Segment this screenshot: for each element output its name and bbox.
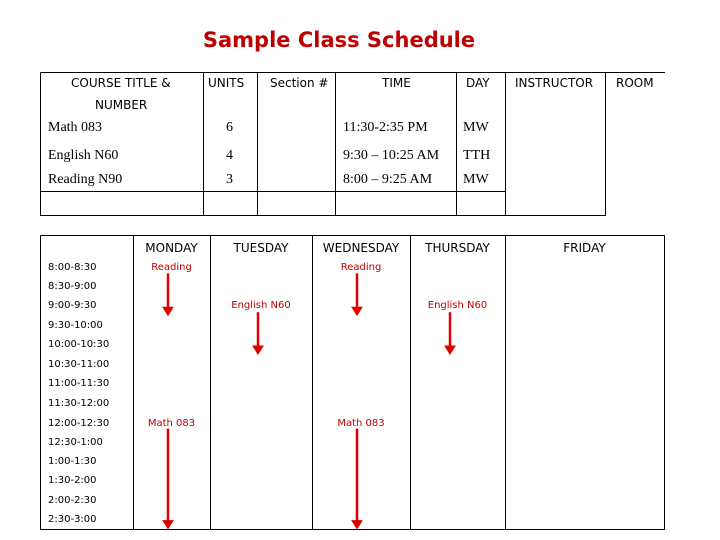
course-row-3-day: MW: [463, 172, 489, 187]
header-course-number: NUMBER: [95, 98, 148, 112]
day-header-thursday: THURSDAY: [425, 241, 490, 255]
course-row-1-day: MW: [463, 120, 489, 135]
course-row-2-time: 9:30 – 10:25 AM: [343, 148, 440, 163]
time-slot-label: 12:30-1:00: [48, 437, 103, 448]
duration-arrow-head: [445, 346, 455, 354]
header-room: ROOM: [616, 76, 654, 90]
duration-arrow-head: [253, 346, 263, 354]
class-block-math-monday: Math 083: [147, 418, 196, 429]
header-units: UNITS: [208, 76, 245, 90]
duration-arrow-head: [163, 307, 173, 315]
time-slot-label: 11:00-11:30: [48, 378, 110, 389]
time-slot-label: 2:30-3:00: [48, 514, 97, 525]
duration-arrow-head: [163, 521, 173, 529]
time-slot-label: 10:30-11:00: [48, 359, 110, 370]
course-row-1-time: 11:30-2:35 PM: [343, 120, 428, 135]
class-block-math-wednesday: Math 083: [337, 418, 385, 429]
course-row-3-units: 3: [226, 172, 233, 187]
class-block-english-tuesday: English N60: [231, 300, 291, 311]
course-row-1-units: 6: [226, 120, 233, 135]
day-header-monday: MONDAY: [145, 241, 198, 255]
page-title: Sample Class Schedule: [202, 28, 476, 52]
header-time: TIME: [382, 76, 411, 90]
course-row-1-title: Math 083: [48, 120, 103, 135]
course-row-3-title: Reading N90: [48, 172, 123, 187]
course-row-2-units: 4: [226, 148, 233, 163]
day-header-wednesday: WEDNESDAY: [322, 241, 400, 255]
time-slot-label: 11:30-12:00: [48, 398, 110, 409]
day-header-friday: FRIDAY: [563, 241, 606, 255]
time-slot-label: 8:30-9:00: [48, 281, 97, 292]
time-slot-label: 10:00-10:30: [48, 339, 110, 350]
header-instructor: INSTRUCTOR: [515, 76, 594, 90]
header-course-title: COURSE TITLE &: [71, 76, 171, 90]
day-header-tuesday: TUESDAY: [233, 241, 289, 255]
time-slot-label: 1:30-2:00: [48, 475, 97, 486]
class-block-english-thursday: English N60: [427, 300, 488, 311]
time-slot-label: 2:00-2:30: [48, 495, 97, 506]
time-slot-label: 1:00-1:30: [48, 456, 97, 467]
course-row-2-day: TTH: [463, 148, 491, 163]
time-slot-label: 12:00-12:30: [48, 418, 110, 429]
header-section: Section #: [270, 76, 329, 90]
course-row-2-title: English N60: [48, 148, 119, 163]
duration-arrow-head: [352, 521, 362, 529]
class-block-reading-monday: Reading: [151, 262, 192, 273]
time-slot-label: 9:30-10:00: [48, 320, 103, 331]
duration-arrow-head: [352, 307, 362, 315]
time-slot-label: 8:00-8:30: [48, 262, 97, 273]
time-slot-label: 9:00-9:30: [48, 300, 97, 311]
header-day: DAY: [466, 76, 490, 90]
course-row-3-time: 8:00 – 9:25 AM: [343, 172, 433, 187]
class-block-reading-wednesday: Reading: [340, 262, 382, 273]
